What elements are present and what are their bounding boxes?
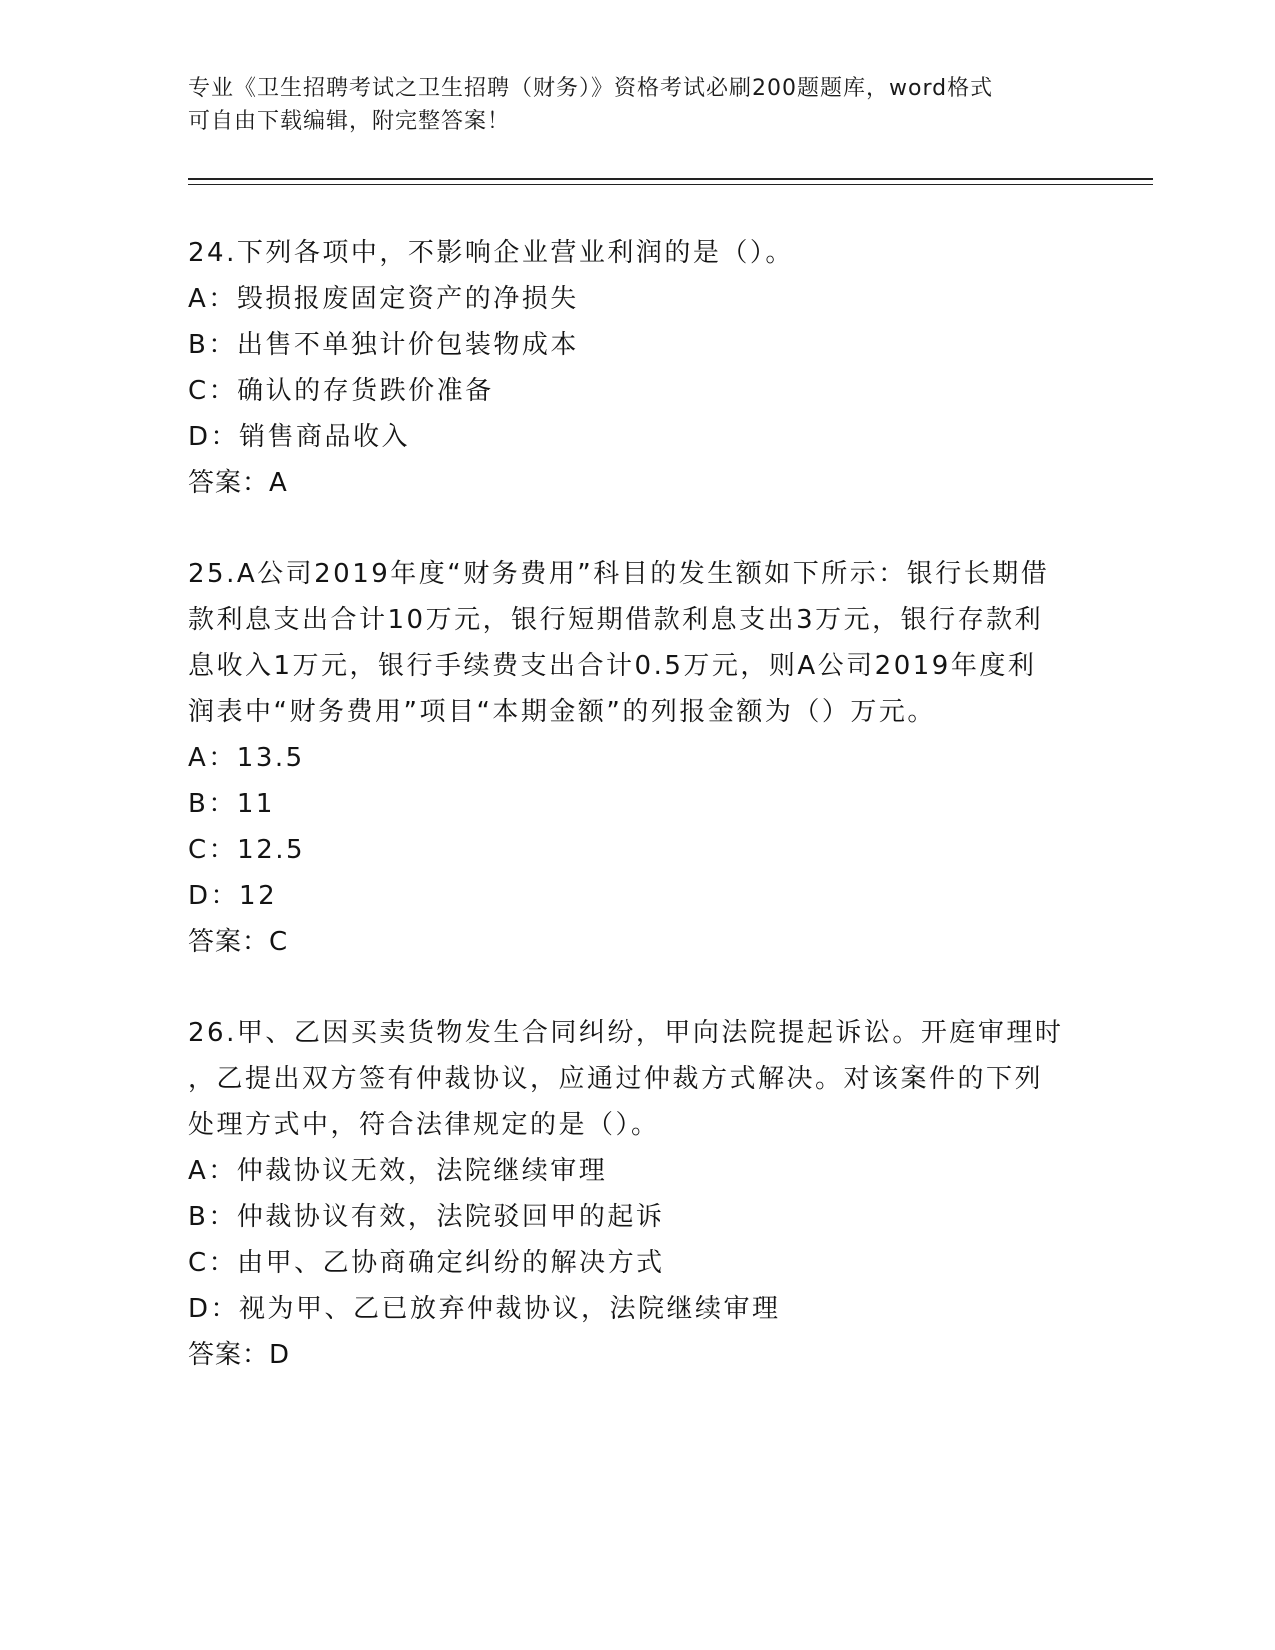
question-list	[188, 230, 1088, 1423]
header-line-2: 可自由下载编辑，附完整答案！	[188, 109, 511, 134]
header-line-1: 专业《卫生招聘考试之卫生招聘（财务）》资格考试必刷200题题库，word格式	[188, 76, 994, 101]
question-25	[188, 551, 1088, 965]
question-stem-line: 26.甲、乙因买卖货物发生合同纠纷，甲向法院提起诉讼。开庭审理时	[188, 1018, 1064, 1048]
option-c: C：由甲、乙协商确定纠纷的解决方式	[188, 1248, 665, 1278]
question-stem-line: 24.下列各项中，不影响企业营业利润的是（）。	[188, 238, 794, 268]
answer-line: 答案：C	[188, 927, 289, 957]
question-stem-line: 25.A公司2019年度“财务费用”科目的发生额如下所示：银行长期借	[188, 559, 1050, 589]
question-stem-line: ，乙提出双方签有仲裁协议，应通过仲裁方式解决。对该案件的下列	[188, 1064, 1044, 1094]
option-a: A：毁损报废固定资产的净损失	[188, 284, 579, 314]
option-c: C：12.5	[188, 835, 306, 865]
option-a: A：13.5	[188, 743, 305, 773]
option-d: D：12	[188, 881, 278, 911]
question-24	[188, 230, 1088, 506]
option-d: D：销售商品收入	[188, 422, 411, 452]
answer-line: 答案：A	[188, 468, 288, 498]
option-b: B：仲裁协议有效，法院驳回甲的起诉	[188, 1202, 665, 1232]
option-b: B：11	[188, 789, 275, 819]
answer-line: 答案：D	[188, 1340, 291, 1370]
question-stem-line: 款利息支出合计10万元，银行短期借款利息支出3万元，银行存款利	[188, 605, 1044, 635]
option-d: D：视为甲、乙已放弃仲裁协议，法院继续审理	[188, 1294, 781, 1324]
option-b: B：出售不单独计价包装物成本	[188, 330, 579, 360]
question-26	[188, 1010, 1088, 1378]
option-c: C：确认的存货跌价准备	[188, 376, 494, 406]
document-header	[188, 72, 1088, 138]
question-stem-line: 处理方式中，符合法律规定的是（）。	[188, 1110, 660, 1140]
option-a: A：仲裁协议无效，法院继续审理	[188, 1156, 608, 1186]
question-stem-line: 息收入1万元，银行手续费支出合计0.5万元，则A公司2019年度利	[188, 651, 1037, 681]
question-stem-line: 润表中“财务费用”项目“本期金额”的列报金额为（）万元。	[188, 697, 936, 727]
header-divider	[188, 178, 1153, 185]
